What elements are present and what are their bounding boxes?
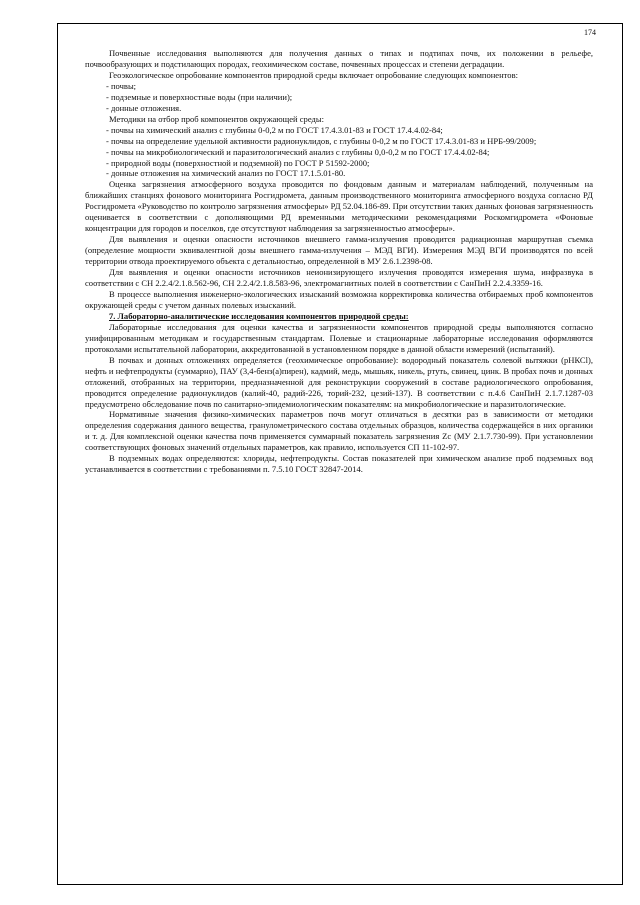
paragraph-air-pollution: Оценка загрязнения атмосферного воздуха проводится по фондовым данным и материалам наблюдений, полученным на ближайших станциях фонового мониторинга Росгидромета, данным производственного мониторинга атмосферного воздуха согласно РД Росгидромета «Руководство по контролю загрязнения атмосферы» РД 52.04.186-89. При отсутствии таких данных фоновая загрязненность оценивается в соответствии с дополняющими РД временными методическими рекомендациями Роскомгидромета «Фоновые концентрации для городов и поселков, где отсутствуют наблюдения за загрязненностью атмосферы». <box>85 179 593 234</box>
list-item-method-sediments: - донные отложения на химический анализ по ГОСТ 17.1.5.01-80. <box>106 168 346 179</box>
list-item-method-radionuclides: - почвы на определение удельной активности радионуклидов, с глубины 0-0,2 м по ГОСТ 17.4.3.01-83 и НРБ-99/2009; <box>106 135 537 146</box>
paragraph-soil-studies: Почвенные исследования выполняются для получения данных о типах и подтипах почв, их положении в рельефе, почвообразующих и подстилающих породах, геохимическом составе, почвенных процессах и степени деградации. <box>85 48 593 69</box>
document-body <box>85 48 593 475</box>
paragraph-groundwater: В подземных водах определяются: хлориды, нефтепродукты. Состав показателей при химическом анализе проб подземных вод устанавливается в соответствии с требованиями п. 7.5.10 ГОСТ 32847-2014. <box>85 453 593 475</box>
list-item-soils: - почвы; <box>106 80 137 91</box>
section-heading-lab-studies: 7. Лабораторно-аналитические исследования компонентов природной среды: <box>109 310 409 321</box>
paragraph-geoecological-sampling: Геоэкологическое опробование компонентов природной среды включает опробование следующих компонентов: <box>109 69 518 80</box>
list-item-method-water: - природной воды (поверхностной и подземной) по ГОСТ Р 51592-2000; <box>106 157 370 168</box>
page-number: 174 <box>584 28 596 37</box>
page-frame <box>57 23 623 885</box>
list-item-waters: - подземные и поверхностные воды (при наличии); <box>106 91 293 102</box>
paragraph-normative-values: Нормативные значения физико-химических параметров почв могут отличаться в десятки раз в зависимости от методики определения содержания данного вещества, гранулометрического состава отдельных образцов, количества содержащейся в них органики и т. д. Для комплексной оценки качества почв применяется суммарный показатель загрязнения Zc (МУ 2.1.7.730-99). При установлении соответствующих фоновых значений отдельных параметров, как правило, используется СП 11-102-97. <box>85 409 593 453</box>
list-item-sediments: - донные отложения. <box>106 102 182 113</box>
paragraph-sampling-adjustment: В процессе выполнения инженерно-экологических изысканий возможна корректировка количества отбираемых проб компонентов окружающей среды с учетом данных полевых изысканий. <box>85 288 593 310</box>
list-item-method-chemical: - почвы на химический анализ с глубины 0-0,2 м по ГОСТ 17.4.3.01-83 и ГОСТ 17.4.4.02-84; <box>106 124 443 135</box>
paragraph-non-ionizing-radiation: Для выявления и оценки опасности источников неионизирующего излучения проводятся измерения шума, инфразвука в соответствии с СН 2.2.4/2.1.8.562-96, СН 2.2.4/2.1.8.583-96, электромагнитных полей в соответствии с СанПиН 2.2.4.3359-16. <box>85 267 593 289</box>
list-item-method-microbiological: - почвы на микробиологический и паразитологический анализ с глубины 0,0-0,2 м по ГОСТ 17.4.4.02-84; <box>106 146 490 157</box>
paragraph-gamma-radiation: Для выявления и оценки опасности источников внешнего гамма-излучения проводится радиационная маршрутная съемка (определение мощности эквивалентной дозы внешнего гамма-излучения – МЭД ВГИ). Измерения МЭД ВГИ производятся по всей территории отвода проектируемого объекта с детальностью, определенной в МУ 2.6.1.2398-08. <box>85 234 593 267</box>
paragraph-soil-parameters: В почвах и донных отложениях определяется (геохимическое опробование): водородный показатель солевой вытяжки (рНКСl), нефть и нефтепродукты (суммарно), ПАУ (3,4-бенз(а)пирен), кадмий, медь, мышьяк, никель, ртуть, свинец, цинк. В пробах почв и донных отложений, отобранных на территории, предназначенной для реконструкции сооружений в составе радиологического опробования, проводится определение радионуклидов (калий-40, радий-226, торий-232, цезий-137). В соответствии с п.4.6 СанПиН 2.1.7.1287-03 предусмотрено обследование почв по санитарно-эпидемиологическим показателям: на микробиологические и паразитологические. <box>85 354 593 409</box>
paragraph-sampling-methods: Методики на отбор проб компонентов окружающей среды: <box>109 113 324 124</box>
paragraph-lab-methods: Лабораторные исследования для оценки качества и загрязненности компонентов природной среды выполняются согласно унифицированным методикам и государственным стандартам. Полевые и стационарные лабораторные исследования оформляются протоколами испытательной лаборатории, аккредитованной в установленном порядке в данной области измерений (испытаний). <box>85 321 593 354</box>
